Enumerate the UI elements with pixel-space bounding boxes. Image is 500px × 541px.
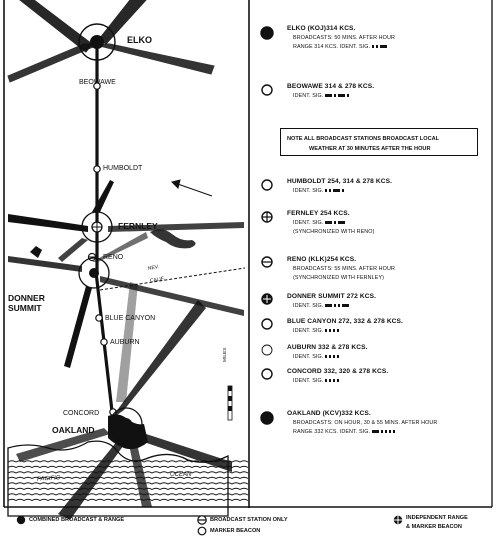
broadcast-only-icon bbox=[198, 516, 206, 524]
legend-broadcast-only-label: BROADCAST STATION ONLY bbox=[210, 517, 288, 523]
map-label-humboldt: HUMBOLDT bbox=[103, 165, 143, 172]
station-symbol-concord bbox=[262, 369, 272, 379]
station-symbol-auburn bbox=[262, 345, 272, 355]
map-label-donner: DONNER bbox=[8, 293, 45, 303]
station-detail-text: BROADCASTS: 55 MINS. AFTER HOUR bbox=[293, 266, 395, 272]
wave-line bbox=[8, 488, 248, 489]
legend-symbols bbox=[261, 27, 273, 424]
station-detail-line bbox=[293, 35, 395, 41]
scale-label: MILES bbox=[223, 347, 228, 362]
station-detail-line bbox=[293, 44, 387, 50]
ident-signal-code bbox=[323, 303, 349, 309]
blue-canyon-marker bbox=[96, 315, 102, 321]
station-detail-text: IDENT. SIG. bbox=[293, 220, 324, 226]
station-detail-text: IDENT. SIG. bbox=[293, 93, 324, 99]
reno-station bbox=[88, 253, 96, 260]
station-detail-line bbox=[293, 93, 349, 99]
state-label-calif: CALIF. bbox=[149, 275, 166, 285]
station-detail-text: RANGE 314 KCS. IDENT. SIG. bbox=[293, 44, 371, 50]
wave-line bbox=[8, 483, 248, 484]
note-line-1: NOTE ALL BROADCAST STATIONS BROADCAST LOCAL bbox=[287, 136, 440, 142]
station-name: RENO (KLK)254 KCS. bbox=[287, 256, 357, 263]
ocean-label-left: PACIFIC bbox=[36, 475, 61, 483]
station-symbol-reno bbox=[262, 257, 272, 267]
legend-independent-label-1: INDEPENDENT RANGE bbox=[406, 515, 468, 521]
map-label-elko: ELKO bbox=[127, 35, 153, 45]
station-symbol-blue_canyon bbox=[262, 319, 272, 329]
station-detail-line bbox=[293, 354, 339, 360]
station-detail-text: IDENT. SIG. bbox=[293, 188, 324, 194]
station-name: DONNER SUMMIT 272 KCS. bbox=[287, 293, 377, 300]
station-detail-text: BROADCASTS: 50 MINS. AFTER HOUR bbox=[293, 35, 395, 41]
station-name: BLUE CANYON 272, 332 & 278 KCS. bbox=[287, 318, 403, 325]
station-symbol-elko bbox=[261, 27, 273, 39]
note-line-2: WEATHER AT 30 MINUTES AFTER THE HOUR bbox=[309, 146, 431, 152]
state-line bbox=[100, 268, 245, 290]
ident-signal-code bbox=[323, 328, 339, 334]
station-name: HUMBOLDT 254, 314 & 278 KCS. bbox=[287, 178, 393, 185]
station-symbol-fernley bbox=[262, 212, 272, 222]
map-label-auburn: AUBURN bbox=[110, 339, 140, 346]
map-label-beowawe: BEOWAWE bbox=[79, 79, 116, 86]
independent-range-icon bbox=[394, 516, 402, 524]
ident-signal-code bbox=[370, 429, 395, 435]
station-detail-text: IDENT. SIG. bbox=[293, 328, 324, 334]
ident-signal-code bbox=[323, 220, 345, 226]
map-label-blue-canyon: BLUE CANYON bbox=[105, 315, 156, 322]
legend-marker-label: MARKER BEACON bbox=[210, 528, 261, 534]
station-detail-text: (SYNCHRONIZED WITH FERNLEY) bbox=[293, 275, 385, 281]
station-detail-line bbox=[293, 188, 344, 194]
station-detail-line bbox=[293, 229, 374, 235]
note-text bbox=[287, 134, 475, 154]
station-detail-line bbox=[293, 266, 395, 272]
ident-signal-code bbox=[323, 93, 349, 99]
station-symbol-donner bbox=[262, 294, 272, 304]
station-detail-line bbox=[293, 420, 437, 426]
station-symbol-humboldt bbox=[262, 180, 272, 190]
station-detail-text: RANGE 332 KCS. IDENT. SIG. bbox=[293, 429, 371, 435]
station-detail-text: BROADCASTS: ON HOUR, 30 & 55 MINS. AFTER HOUR bbox=[293, 420, 438, 426]
wave-line bbox=[8, 466, 248, 467]
map-label-summit: SUMMIT bbox=[8, 303, 42, 313]
marker-beacon-icon bbox=[198, 527, 206, 535]
station-name: OAKLAND (KCV)332 KCS. bbox=[287, 410, 371, 417]
station-name: BEOWAWE 314 & 278 KCS. bbox=[287, 83, 375, 90]
station-symbol-oakland bbox=[261, 412, 273, 424]
mileage-scale bbox=[228, 386, 232, 420]
station-detail-line bbox=[293, 303, 349, 309]
map-label-fernley: FERNLEY bbox=[118, 221, 158, 231]
state-label-nev: NEV. bbox=[147, 264, 160, 272]
legend-combined-label: COMBINED BROADCAST & RANGE bbox=[29, 517, 125, 523]
map-label-concord: CONCORD bbox=[63, 410, 100, 417]
station-detail-text: IDENT. SIG. bbox=[293, 378, 324, 384]
station-detail-text: IDENT. SIG. bbox=[293, 354, 324, 360]
station-name: CONCORD 332, 320 & 278 KCS. bbox=[287, 368, 389, 375]
map-label-reno: RENO bbox=[103, 254, 124, 261]
auburn-marker bbox=[101, 339, 107, 345]
ident-signal-code bbox=[323, 354, 339, 360]
wave-line bbox=[8, 472, 248, 473]
station-detail-line bbox=[293, 275, 384, 281]
station-detail-line bbox=[293, 378, 339, 384]
north-arrow bbox=[172, 180, 212, 196]
station-symbol-beowawe bbox=[262, 85, 272, 95]
station-name: ELKO (KOJ)314 KCS. bbox=[287, 25, 356, 32]
combined-broadcast-range-icon bbox=[17, 516, 25, 524]
station-name: FERNLEY 254 KCS. bbox=[287, 210, 350, 217]
station-detail-text: (SYNCHRONIZED WITH RENO) bbox=[293, 229, 375, 235]
ident-signal-code bbox=[370, 44, 387, 50]
wave-line bbox=[8, 499, 248, 500]
station-detail-line bbox=[293, 220, 345, 226]
broadcast-note bbox=[280, 128, 478, 156]
ident-signal-code bbox=[323, 378, 339, 384]
station-detail-text: IDENT. SIG. bbox=[293, 303, 324, 309]
ocean-label-right: OCEAN bbox=[170, 472, 192, 478]
map-label-oakland: OAKLAND bbox=[52, 425, 95, 435]
donner-summit-station bbox=[79, 258, 109, 288]
station-detail-line bbox=[293, 429, 395, 435]
station-name: AUBURN 332 & 278 KCS. bbox=[287, 344, 368, 351]
humboldt-marker bbox=[94, 166, 100, 172]
legend-independent-label-2: & MARKER BEACON bbox=[406, 524, 462, 530]
ident-signal-code bbox=[323, 188, 344, 194]
elko-range-legs bbox=[8, 0, 214, 82]
wave-line bbox=[8, 494, 248, 495]
station-detail-line bbox=[293, 328, 339, 334]
